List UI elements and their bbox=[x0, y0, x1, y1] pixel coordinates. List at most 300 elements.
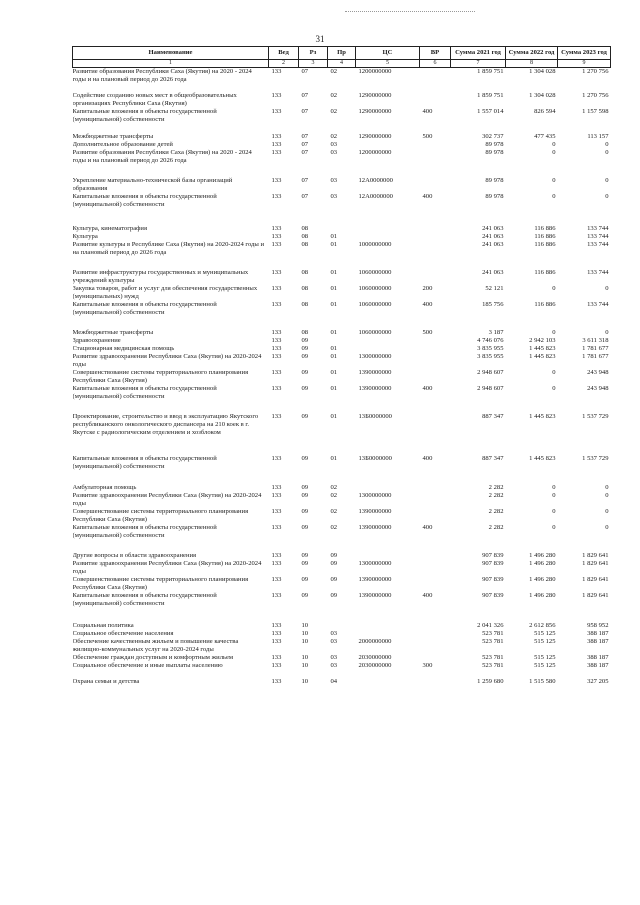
row-spacer-cell bbox=[73, 257, 611, 269]
row-cs: 12А0000000 bbox=[358, 176, 393, 184]
table-row bbox=[73, 413, 611, 437]
row-cs: 12А0000000 bbox=[358, 192, 393, 200]
table-body bbox=[73, 68, 611, 686]
row-sum-2023: 1 829 641 bbox=[582, 551, 609, 559]
row-sum-2021: 1 859 751 bbox=[477, 68, 504, 76]
column-number: 9 bbox=[558, 60, 611, 68]
row-pr: 01 bbox=[330, 301, 338, 308]
row-ved: 133 bbox=[271, 638, 282, 645]
row-pr: 09 bbox=[330, 575, 338, 583]
row-cs: 1390000000 bbox=[358, 369, 392, 377]
table-row bbox=[73, 524, 611, 540]
row-pr: 03 bbox=[330, 662, 338, 670]
row-ved: 133 bbox=[271, 621, 282, 629]
row-pr: 01 bbox=[330, 455, 338, 463]
row-sum-2022: 1 445 823 bbox=[529, 455, 556, 463]
table-row bbox=[73, 638, 611, 654]
row-sum-2022: 1 496 280 bbox=[529, 591, 556, 599]
table-row bbox=[73, 662, 611, 670]
row-sum-2022: 1 304 028 bbox=[529, 92, 556, 100]
row-ved: 133 bbox=[271, 575, 282, 583]
row-name: Амбулаторная помощь bbox=[72, 483, 137, 491]
row-ved: 133 bbox=[271, 176, 282, 184]
row-sum-2022: 1 515 580 bbox=[529, 678, 556, 686]
table-row bbox=[73, 630, 611, 638]
row-name: Капитальные вложения в объекты государственной (муниципальной) собственности bbox=[72, 385, 217, 401]
row-rz: 09 bbox=[301, 591, 309, 599]
row-pr bbox=[328, 225, 356, 233]
table-row bbox=[73, 560, 611, 576]
row-vr bbox=[420, 233, 451, 241]
row-ved: 133 bbox=[271, 629, 282, 637]
row-sum-2021: 907 839 bbox=[482, 591, 504, 599]
row-spacer-cell bbox=[73, 540, 611, 552]
row-sum-2023: 388 187 bbox=[587, 638, 609, 645]
row-vr bbox=[420, 92, 451, 108]
row-pr: 01 bbox=[330, 353, 338, 361]
header-name: Наименование bbox=[73, 47, 269, 60]
row-ved: 133 bbox=[271, 68, 282, 76]
row-name: Проектирование, строительство и ввод в эксплуатацию Якутского республиканского онкологического диспансера на 210 коек в г. Якутске с радиологическим отделением и хозблоком bbox=[72, 413, 259, 437]
row-ved: 133 bbox=[271, 413, 282, 421]
row-sum-2021: 907 839 bbox=[482, 575, 504, 583]
row-rz: 08 bbox=[301, 301, 309, 308]
row-pr: 09 bbox=[330, 591, 338, 599]
row-pr: 03 bbox=[330, 638, 338, 645]
row-cs: 1390000000 bbox=[358, 385, 392, 393]
header-cs: ЦС bbox=[356, 47, 420, 60]
header-sum-2023: Сумма 2023 год bbox=[558, 47, 611, 60]
row-sum-2021: 89 978 bbox=[485, 192, 504, 200]
table-row bbox=[73, 301, 611, 317]
row-name: Стационарная медицинская помощь bbox=[72, 345, 175, 353]
row-sum-2023: 958 952 bbox=[587, 621, 609, 629]
row-sum-2023: 0 bbox=[605, 507, 609, 515]
row-sum-2022: 1 496 280 bbox=[529, 575, 556, 583]
row-vr: 400 bbox=[422, 108, 433, 116]
row-sum-2023: 0 bbox=[605, 523, 609, 531]
row-pr: 02 bbox=[330, 132, 338, 140]
row-name: Содействие созданию новых мест в общеобразовательных организациях Республики Саха (Якутия) bbox=[72, 92, 237, 108]
row-ved: 133 bbox=[271, 132, 282, 140]
row-pr: 03 bbox=[330, 654, 338, 662]
row-sum-2023: 388 187 bbox=[587, 629, 609, 637]
row-sum-2022: 0 bbox=[552, 329, 556, 337]
header-pr: Пр bbox=[328, 47, 356, 60]
row-spacer bbox=[73, 165, 611, 177]
table-row bbox=[73, 193, 611, 209]
row-sum-2022: 515 125 bbox=[534, 662, 556, 670]
row-rz: 08 bbox=[301, 284, 309, 292]
row-pr: 03 bbox=[330, 148, 338, 156]
row-rz: 10 bbox=[301, 638, 309, 645]
row-cs bbox=[356, 337, 420, 345]
row-ved: 133 bbox=[271, 523, 282, 531]
row-pr: 02 bbox=[330, 523, 338, 531]
row-vr: 300 bbox=[422, 662, 433, 670]
row-name: Обеспечение качественным жильем и повышение качества жилищно-коммунальных услуг на 2020-2024 годы bbox=[72, 638, 239, 654]
row-sum-2023: 133 744 bbox=[587, 240, 609, 248]
row-pr: 01 bbox=[330, 385, 338, 393]
row-sum-2021: 2 041 326 bbox=[477, 621, 504, 629]
header-rz: Рз bbox=[299, 47, 328, 60]
row-sum-2021: 3 835 955 bbox=[477, 345, 504, 353]
row-sum-2022: 1 304 028 bbox=[529, 68, 556, 76]
row-spacer bbox=[73, 125, 611, 133]
row-sum-2023: 113 157 bbox=[587, 132, 609, 140]
row-cs: 1060000000 bbox=[358, 284, 392, 292]
row-sum-2021: 523 781 bbox=[482, 638, 504, 645]
row-name: Развитие здравоохранения Республики Саха (Якутия) на 2020-2024 годы bbox=[72, 491, 262, 507]
row-rz: 07 bbox=[301, 108, 309, 116]
row-sum-2021: 185 756 bbox=[482, 301, 504, 308]
row-sum-2022: 0 bbox=[552, 192, 556, 200]
row-name: Обеспечение граждан доступным и комфортным жильем bbox=[72, 654, 234, 662]
row-vr: 400 bbox=[422, 385, 433, 393]
row-cs bbox=[356, 630, 420, 638]
row-spacer bbox=[73, 472, 611, 484]
row-vr bbox=[420, 241, 451, 257]
row-sum-2021: 2 948 607 bbox=[477, 385, 504, 393]
row-rz: 10 bbox=[301, 629, 309, 637]
row-cs bbox=[356, 345, 420, 353]
row-sum-2022: 2 612 856 bbox=[529, 621, 556, 629]
row-sum-2022: 2 942 103 bbox=[529, 337, 556, 345]
row-ved: 133 bbox=[271, 491, 282, 499]
row-cs: 1200000000 bbox=[358, 68, 392, 76]
table-row bbox=[73, 269, 611, 285]
row-rz: 09 bbox=[301, 483, 309, 491]
row-pr: 02 bbox=[330, 507, 338, 515]
row-sum-2022: 1 496 280 bbox=[529, 559, 556, 567]
row-sum-2022: 0 bbox=[552, 284, 556, 292]
row-name: Социальное обеспечение населения bbox=[72, 629, 174, 637]
row-vr: 400 bbox=[422, 523, 433, 531]
row-sum-2021: 523 781 bbox=[482, 654, 504, 662]
row-vr bbox=[420, 413, 451, 437]
row-sum-2023: 0 bbox=[605, 284, 609, 292]
row-sum-2023: 243 948 bbox=[587, 369, 609, 377]
row-rz: 10 bbox=[301, 678, 309, 686]
row-sum-2023: 0 bbox=[605, 176, 609, 184]
row-ved: 133 bbox=[271, 662, 282, 670]
row-pr: 03 bbox=[330, 192, 338, 200]
row-cs: 1290000000 bbox=[358, 108, 392, 116]
row-sum-2022: 1 445 823 bbox=[529, 345, 556, 353]
row-sum-2021: 89 978 bbox=[485, 140, 504, 148]
row-name: Культура bbox=[72, 232, 98, 240]
row-vr bbox=[420, 552, 451, 560]
row-spacer bbox=[73, 540, 611, 552]
row-vr: 400 bbox=[422, 591, 433, 599]
row-name: Развитие культуры в Республике Саха (Якутия) на 2020-2024 годы и на плановый период до 2026 года bbox=[72, 240, 265, 256]
row-rz: 09 bbox=[301, 455, 309, 463]
row-sum-2021: 4 746 076 bbox=[477, 337, 504, 345]
row-ved: 133 bbox=[271, 345, 282, 353]
column-number: 1 bbox=[73, 60, 269, 68]
row-sum-2022: 0 bbox=[552, 507, 556, 515]
row-spacer-cell bbox=[73, 165, 611, 177]
row-sum-2021: 52 121 bbox=[485, 284, 504, 292]
row-spacer-cell bbox=[73, 670, 611, 678]
row-rz: 10 bbox=[301, 662, 309, 670]
row-name: Здравоохранение bbox=[72, 337, 121, 345]
row-ved: 133 bbox=[271, 284, 282, 292]
row-vr bbox=[420, 492, 451, 508]
row-name: Развитие здравоохранения Республики Саха (Якутия) на 2020-2024 годы bbox=[72, 353, 262, 369]
row-spacer-cell bbox=[73, 125, 611, 133]
row-vr bbox=[420, 622, 451, 630]
row-ved: 133 bbox=[271, 385, 282, 393]
row-vr: 500 bbox=[422, 132, 433, 140]
header-sum-2021: Сумма 2021 год bbox=[451, 47, 506, 60]
row-sum-2023: 1 829 641 bbox=[582, 591, 609, 599]
row-ved: 133 bbox=[271, 483, 282, 491]
row-sum-2021: 241 063 bbox=[482, 240, 504, 248]
row-cs bbox=[356, 622, 420, 630]
table-row bbox=[73, 177, 611, 193]
row-rz: 09 bbox=[301, 507, 309, 515]
row-rz: 07 bbox=[301, 68, 309, 76]
row-spacer-cell bbox=[73, 209, 611, 225]
row-pr: 09 bbox=[330, 559, 338, 567]
row-sum-2023: 3 611 318 bbox=[582, 337, 609, 345]
row-cs: 13Б0000000 bbox=[358, 413, 392, 421]
row-pr: 01 bbox=[330, 329, 338, 337]
row-sum-2021: 2 948 607 bbox=[477, 369, 504, 377]
table-row bbox=[73, 225, 611, 233]
row-cs: 1390000000 bbox=[358, 507, 392, 515]
row-ved: 133 bbox=[271, 654, 282, 662]
row-spacer bbox=[73, 608, 611, 622]
row-sum-2021: 302 737 bbox=[482, 132, 504, 140]
row-rz: 09 bbox=[301, 551, 309, 559]
table-row bbox=[73, 552, 611, 560]
row-sum-2021: 1 859 751 bbox=[477, 92, 504, 100]
row-ved: 133 bbox=[271, 551, 282, 559]
row-vr bbox=[420, 345, 451, 353]
row-cs: 2000000000 bbox=[358, 638, 392, 645]
row-cs: 1200000000 bbox=[358, 148, 392, 156]
row-rz: 07 bbox=[301, 92, 309, 100]
row-sum-2021: 2 282 bbox=[488, 523, 504, 531]
row-vr bbox=[420, 177, 451, 193]
row-name: Социальное обеспечение и иные выплаты населению bbox=[72, 662, 223, 670]
row-cs: 1290000000 bbox=[358, 92, 392, 100]
row-pr: 01 bbox=[330, 284, 338, 292]
row-sum-2023: 1 829 641 bbox=[582, 559, 609, 567]
row-name: Другие вопросы в области здравоохранения bbox=[72, 551, 197, 559]
table-row bbox=[73, 353, 611, 369]
row-name: Капитальные вложения в объекты государственной (муниципальной) собственности bbox=[72, 455, 217, 471]
row-sum-2021: 2 282 bbox=[488, 483, 504, 491]
table-row bbox=[73, 592, 611, 608]
row-vr bbox=[420, 149, 451, 165]
row-sum-2022: 116 886 bbox=[534, 240, 556, 248]
row-spacer bbox=[73, 84, 611, 92]
row-sum-2023: 388 187 bbox=[587, 662, 609, 670]
row-sum-2022: 0 bbox=[552, 483, 556, 491]
table-row bbox=[73, 508, 611, 524]
row-cs bbox=[356, 225, 420, 233]
row-sum-2021: 241 063 bbox=[482, 268, 504, 276]
table-row bbox=[73, 345, 611, 353]
row-pr: 03 bbox=[330, 140, 338, 148]
row-cs bbox=[356, 233, 420, 241]
column-number: 5 bbox=[356, 60, 420, 68]
column-number: 8 bbox=[506, 60, 558, 68]
header-sum-2022: Сумма 2022 год bbox=[506, 47, 558, 60]
row-sum-2021: 241 063 bbox=[482, 232, 504, 240]
row-name: Закупка товаров, работ и услуг для обеспечения государственных (муниципальных) нужд bbox=[72, 284, 258, 300]
row-ved: 133 bbox=[271, 240, 282, 248]
row-rz: 09 bbox=[301, 491, 309, 499]
row-cs: 1060000000 bbox=[358, 329, 392, 337]
row-name: Совершенствование системы территориального планирования Республики Саха (Якутия) bbox=[72, 369, 249, 385]
row-vr bbox=[420, 225, 451, 233]
row-spacer bbox=[73, 401, 611, 413]
row-vr bbox=[420, 484, 451, 492]
row-pr: 01 bbox=[330, 240, 338, 248]
row-spacer bbox=[73, 209, 611, 225]
row-sum-2022: 0 bbox=[552, 140, 556, 148]
row-ved: 133 bbox=[271, 337, 282, 345]
row-sum-2022: 116 886 bbox=[534, 268, 556, 276]
row-ved: 133 bbox=[271, 148, 282, 156]
row-cs: 1300000000 bbox=[358, 353, 392, 361]
row-sum-2023: 133 744 bbox=[587, 224, 609, 232]
row-ved: 133 bbox=[271, 591, 282, 599]
row-sum-2023: 133 744 bbox=[587, 301, 609, 308]
row-rz: 10 bbox=[301, 621, 309, 629]
row-sum-2023: 0 bbox=[605, 140, 609, 148]
row-name: Развитие образования Республики Саха (Якутия) на 2020 - 2024 годы и на плановый период до 2026 года bbox=[72, 68, 252, 84]
row-name: Развитие инфраструктуры государственных и муниципальных учреждений культуры bbox=[72, 268, 249, 284]
row-cs: 1300000000 bbox=[358, 491, 392, 499]
table-row bbox=[73, 369, 611, 385]
row-sum-2023: 1 781 677 bbox=[582, 345, 609, 353]
row-ved: 133 bbox=[271, 232, 282, 240]
table-row bbox=[73, 337, 611, 345]
row-spacer bbox=[73, 670, 611, 678]
row-sum-2021: 907 839 bbox=[482, 551, 504, 559]
column-number: 7 bbox=[451, 60, 506, 68]
table-row bbox=[73, 68, 611, 85]
row-rz: 07 bbox=[301, 140, 309, 148]
row-rz: 09 bbox=[301, 337, 309, 345]
table-row bbox=[73, 133, 611, 141]
row-name: Совершенствование системы территориального планирования Республики Саха (Якутия) bbox=[72, 575, 249, 591]
row-ved: 133 bbox=[271, 353, 282, 361]
row-rz: 07 bbox=[301, 132, 309, 140]
row-sum-2023: 133 744 bbox=[587, 268, 609, 276]
row-sum-2022: 116 886 bbox=[534, 224, 556, 232]
row-sum-2023: 388 187 bbox=[587, 654, 609, 662]
row-sum-2023: 243 948 bbox=[587, 385, 609, 393]
row-rz: 10 bbox=[301, 654, 309, 662]
row-ved: 133 bbox=[271, 140, 282, 148]
row-vr bbox=[420, 638, 451, 654]
row-name: Социальная политика bbox=[72, 621, 134, 629]
row-ved: 133 bbox=[271, 268, 282, 276]
row-spacer-cell bbox=[73, 437, 611, 455]
row-name: Развитие здравоохранения Республики Саха (Якутия) на 2020-2024 годы bbox=[72, 559, 262, 575]
table-row bbox=[73, 285, 611, 301]
row-rz: 09 bbox=[301, 385, 309, 393]
table-row bbox=[73, 233, 611, 241]
row-cs: 1390000000 bbox=[358, 591, 392, 599]
row-vr bbox=[420, 337, 451, 345]
row-sum-2023: 327 205 bbox=[587, 678, 609, 686]
row-sum-2022: 1 496 280 bbox=[529, 551, 556, 559]
row-vr bbox=[420, 560, 451, 576]
row-name: Совершенствование системы территориального планирования Республики Саха (Якутия) bbox=[72, 507, 249, 523]
row-name: Укрепление материально-технической базы организаций образования bbox=[72, 176, 233, 192]
row-sum-2022: 515 125 bbox=[534, 654, 556, 662]
row-rz: 08 bbox=[301, 329, 309, 337]
row-name: Капитальные вложения в объекты государственной (муниципальной) собственности bbox=[72, 591, 217, 607]
row-vr: 500 bbox=[422, 329, 433, 337]
row-rz: 09 bbox=[301, 353, 309, 361]
row-ved: 133 bbox=[271, 329, 282, 337]
table-row bbox=[73, 484, 611, 492]
column-number: 4 bbox=[328, 60, 356, 68]
table-row bbox=[73, 576, 611, 592]
row-sum-2023: 1 157 598 bbox=[582, 108, 609, 116]
row-cs: 1290000000 bbox=[358, 132, 392, 140]
row-name: Межбюджетные трансферты bbox=[72, 329, 154, 337]
row-vr bbox=[420, 508, 451, 524]
row-name: Развитие образования Республики Саха (Якутия) на 2020 - 2024 годы и на плановый период до 2026 года bbox=[72, 148, 252, 164]
table-row bbox=[73, 92, 611, 108]
row-vr bbox=[420, 141, 451, 149]
row-name: Межбюджетные трансферты bbox=[72, 132, 154, 140]
row-sum-2021: 523 781 bbox=[482, 662, 504, 670]
table-row bbox=[73, 492, 611, 508]
row-sum-2023: 0 bbox=[605, 483, 609, 491]
row-sum-2021: 3 187 bbox=[488, 329, 504, 337]
row-cs: 2030000000 bbox=[358, 654, 392, 662]
row-pr: 01 bbox=[330, 369, 338, 377]
row-spacer-cell bbox=[73, 317, 611, 329]
row-sum-2022: 515 125 bbox=[534, 629, 556, 637]
table-row bbox=[73, 654, 611, 662]
row-vr: 200 bbox=[422, 284, 433, 292]
row-rz: 07 bbox=[301, 176, 309, 184]
row-vr: 400 bbox=[422, 301, 433, 308]
row-name: Капитальные вложения в объекты государственной (муниципальной) собственности bbox=[72, 192, 217, 208]
row-rz: 07 bbox=[301, 148, 309, 156]
row-sum-2022: 1 445 823 bbox=[529, 353, 556, 361]
column-number: 6 bbox=[420, 60, 451, 68]
row-ved: 133 bbox=[271, 224, 282, 232]
row-ved: 133 bbox=[271, 559, 282, 567]
row-sum-2021: 887 347 bbox=[482, 413, 504, 421]
top-margin-mark bbox=[345, 11, 475, 12]
row-vr bbox=[420, 369, 451, 385]
row-pr: 01 bbox=[330, 232, 338, 240]
row-vr bbox=[420, 654, 451, 662]
row-sum-2023: 1 537 729 bbox=[582, 413, 609, 421]
row-name: Капитальные вложения в объекты государственной (муниципальной) собственности bbox=[72, 523, 217, 539]
table-row bbox=[73, 149, 611, 165]
table-row bbox=[73, 678, 611, 686]
row-spacer-cell bbox=[73, 608, 611, 622]
row-spacer-cell bbox=[73, 84, 611, 92]
table-row bbox=[73, 385, 611, 401]
row-sum-2023: 1 829 641 bbox=[582, 575, 609, 583]
column-number: 2 bbox=[269, 60, 299, 68]
